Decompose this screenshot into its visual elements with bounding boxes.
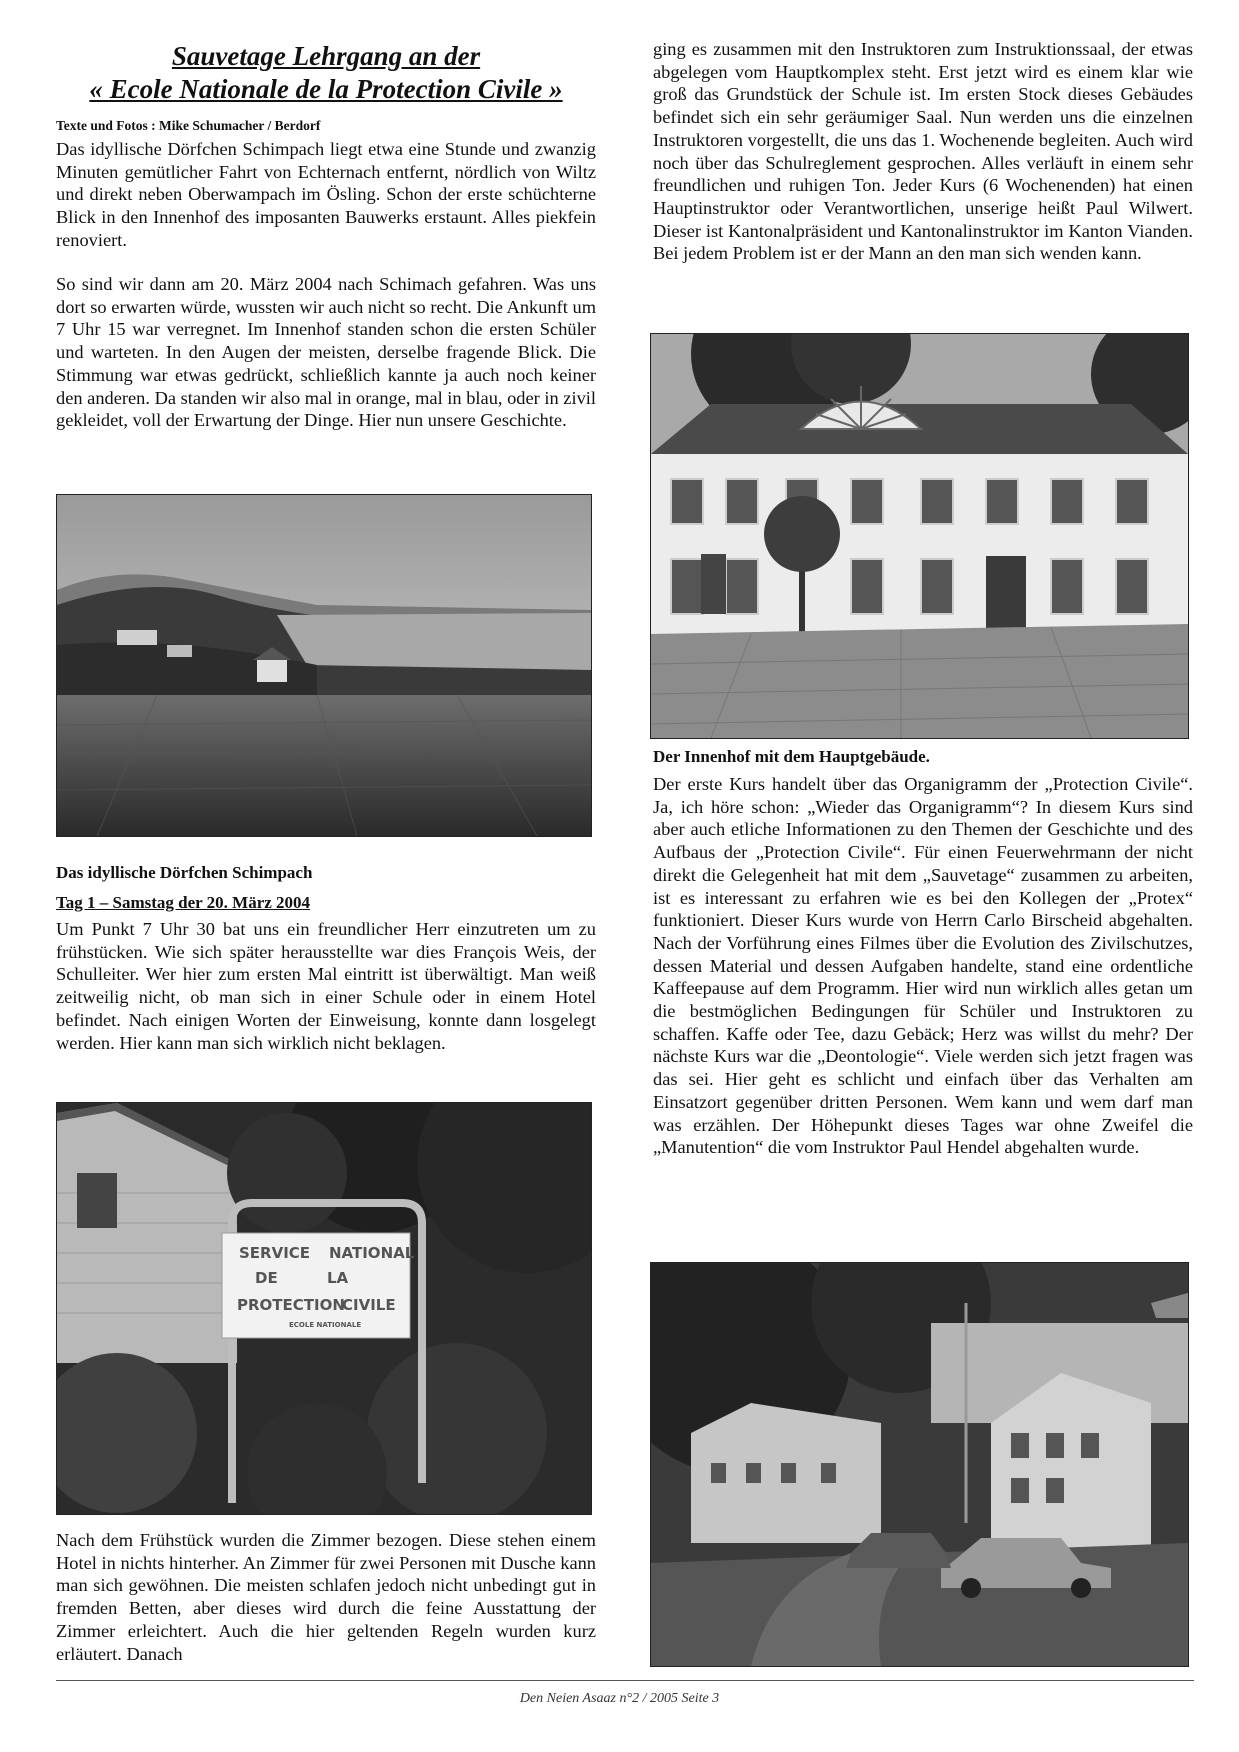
sign-word-national: NATIONAL <box>329 1244 415 1262</box>
sign-word-ecole-nationale: ECOLE NATIONALE <box>289 1321 362 1329</box>
left-paragraph-4: Nach dem Frühstück wurden die Zimmer bezogen. Diese stehen einem Hotel in nichts hinterher. An Zimmer für zwei Personen mit Dusche kann man sich gewöhnen. Die meisten schlafen jedoch nicht unbedingt gut in fremden Betten, aber dieses wird durch die feine Ausstattung der Zimmer erleichtert. Auch die hier geltenden Regeln wurden kurz erläutert. Danach <box>56 1530 596 1664</box>
page-footer: Den Neien Asaaz n°2 / 2005 Seite 3 <box>519 1691 720 1706</box>
left-paragraph-2: So sind wir dann am 20. März 2004 nach Schimach gefahren. Was uns dort so erwarten würde, wussten wir auch nicht so recht. Die Ankunft um 7 Uhr 15 war verregnet. Im Innenhof standen schon die ersten Schüler und warteten. In den Augen der meisten, derselbe fragende Blick. Die Stimmung war etwas gedrückt, schließlich kannte ja auch noch keiner den anderen. Da standen wir also mal in orange, mal in blau, oder in zivil gekleidet, voll der Erwartung der Dinge. Hier nun unsere Geschichte. <box>56 274 596 431</box>
sign-word-de: DE <box>255 1269 278 1287</box>
village-landscape-photo <box>56 494 592 837</box>
article-title <box>56 40 596 106</box>
right-paragraph-2: Der erste Kurs handelt über das Organigramm der „Protection Civile“. Ja, ich höre schon: „Wieder das Organigramm“? In diesem Kurs sind aber auch etliche Informationen zu den Themen der Geschichte und des Aufbaus der „Protection Civile“. Für einen Feuerwehrmann der nicht direkt die Gelegenheit hat mit dem „Sauvetage“ zusammen zu arbeiten, ist es interessant zu erfahren wie es bei den Kollegen der „Protex“ funktioniert. Dieser Kurs wurde von Herrn Carlo Birscheid abgehalten. Nach der Vorführung eines Filmes über die Evolution des Zivilschutzes, dessen Material und dessen Aufgaben handelte, stand eine ordentliche Kaffeepause auf dem Programm. Hier wird nun wirklich alles getan um die bestmöglichen Bedingungen für Schüler und Instruktoren zu schaffen. Kaffe oder Tee, dazu Gebäck; Herz was willst du mehr? Der nächste Kurs war die „Deontologie“. Viele werden sich jetzt fragen was das sei. Hier geht es schlicht und einfach über das Verhalten am Einsatzort gegenüber dritten Personen. Wem kann und wem darf man was erzählen. Der Höhepunkt dieses Tages war ohne Zweifel die „Manutention“ die vom Instruktor Paul Hendel abgehalten wurde. <box>653 774 1193 1158</box>
article-title-line-1: Sauvetage Lehrgang an der <box>171 41 481 71</box>
school-sign-photo <box>56 1102 592 1515</box>
photo-caption-courtyard: Der Innenhof mit dem Hauptgebäude. <box>653 747 930 766</box>
left-paragraph-3: Um Punkt 7 Uhr 30 bat uns ein freundlicher Herr einzutreten um zu frühstücken. Wie sich später herausstellte war dies François Weis, der Schulleiter. Wer hier zum ersten Mal eintritt ist überwältigt. Man weiß zeitweilig nicht, ob man sich in einer Schule oder in einem Hotel befindet. Nach einigen Worten der Einweisung, konnte dann losgelegt werden. Hier kann man sich wirklich nicht beklagen. <box>56 919 596 1053</box>
photo-caption-village: Das idyllische Dörfchen Schimpach <box>56 863 313 882</box>
sign-word-civile: CIVILE <box>342 1296 396 1314</box>
section-heading-day-1: Tag 1 – Samstag der 20. März 2004 <box>56 893 311 912</box>
right-paragraph-1: ging es zusammen mit den Instruktoren zum Instruktionssaal, der etwas abgelegen vom Hauptkomplex steht. Erst jetzt wird es einem klar wie groß das Grundstück der Schule ist. Im ersten Stock dieses Gebäudes befindet sich ein sehr geräumiger Saal. Nun werden uns die einzelnen Instruktoren vorgestellt, die uns das 1. Wochenende begleiten. Auch wird noch über das Schulreglement gesprochen. Alles verläuft in einem sehr freundlichen und ruhigen Ton. Jeder Kurs (6 Wochenenden) hat einen Hauptinstruktor oder Verantwortlichen, unserige heißt Paul Wilwert. Dieser ist Kantonalpräsident und Kantonalinstruktor im Kanton Vianden. Bei jedem Problem ist er der Mann an den man sich wenden kann. <box>653 39 1193 264</box>
main-building-photo <box>650 333 1189 739</box>
byline: Texte und Fotos : Mike Schumacher / Berdorf <box>56 118 321 133</box>
sign-word-la: LA <box>327 1269 349 1287</box>
sign-word-service: SERVICE <box>239 1244 311 1262</box>
footer-divider <box>56 1680 1194 1681</box>
sign-word-protection: PROTECTION <box>237 1296 345 1314</box>
article-title-line-2: « Ecole Nationale de la Protection Civile » <box>89 74 563 104</box>
parking-area-photo <box>650 1262 1189 1667</box>
left-paragraph-1: Das idyllische Dörfchen Schimpach liegt etwa eine Stunde und zwanzig Minuten gemütlicher Fahrt von Echternach entfernt, nördlich von Wiltz und direkt neben Oberwampach im Ösling. Schon der erste schüchterne Blick in den Innenhof des imposanten Bauwerks erstaunt. Alles piekfein renoviert. <box>56 139 596 250</box>
